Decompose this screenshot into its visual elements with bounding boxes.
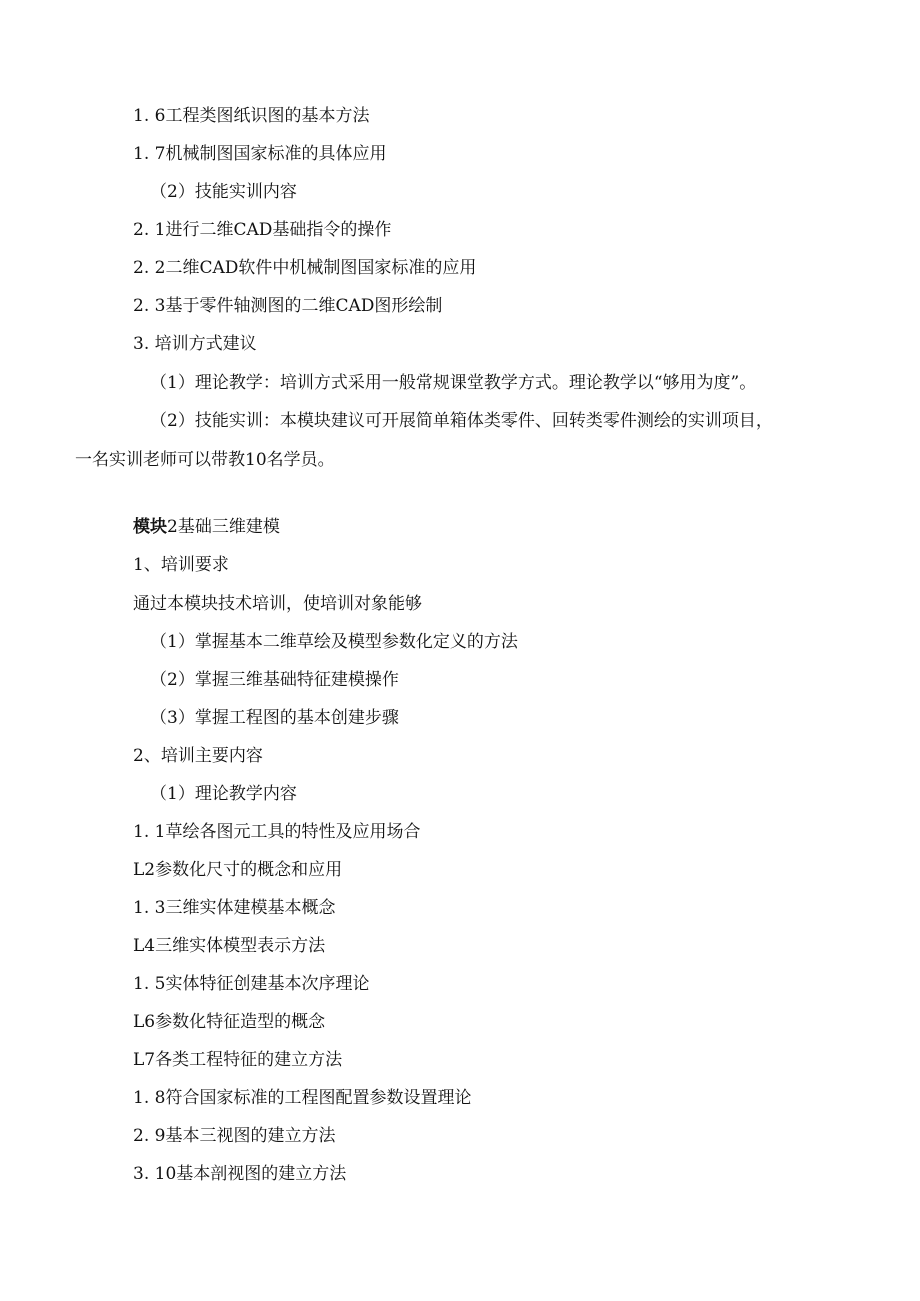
paragraph-line: （2）技能实训：本模块建议可开展简单箱体类零件、回转类零件测绘的实训项目， — [150, 411, 773, 431]
text-line: （3）掌握工程图的基本创建步骤 — [150, 708, 399, 728]
text-line: 3. 10基本剖视图的建立方法 — [133, 1164, 347, 1184]
text-line: 1. 7机械制图国家标准的具体应用 — [133, 144, 387, 164]
section-heading: 2、培训主要内容 — [133, 746, 263, 766]
text-line: 通过本模块技术培训，使培训对象能够 — [133, 594, 422, 614]
text-line: 1. 5实体特征创建基本次序理论 — [133, 974, 370, 994]
text-line: 2. 3基于零件轴测图的二维CAD图形绘制 — [133, 296, 443, 316]
text-line: （1）掌握基本二维草绘及模型参数化定义的方法 — [150, 632, 518, 652]
text-line: 1. 8符合国家标准的工程图配置参数设置理论 — [133, 1088, 472, 1108]
section-heading: 3. 培训方式建议 — [133, 334, 257, 354]
text-line: 2. 9基本三视图的建立方法 — [133, 1126, 336, 1146]
text-line: 1. 3三维实体建模基本概念 — [133, 898, 336, 918]
text-line: 1. 1草绘各图元工具的特性及应用场合 — [133, 822, 421, 842]
text-line: L7各类工程特征的建立方法 — [133, 1050, 343, 1070]
text-line: 2. 1进行二维CAD基础指令的操作 — [133, 220, 392, 240]
text-line: L4三维实体模型表示方法 — [133, 936, 326, 956]
text-line: （1）理论教学内容 — [150, 784, 297, 804]
text-line: （2）技能实训内容 — [150, 182, 297, 202]
paragraph-line: 一名实训老师可以带教10名学员。 — [75, 450, 335, 470]
text-line: （2）掌握三维基础特征建模操作 — [150, 670, 399, 690]
section-heading: 1、培训要求 — [133, 555, 229, 575]
module-title — [133, 516, 280, 538]
module-title-rest: 2基础三维建模 — [167, 517, 280, 537]
text-line: 2. 2二维CAD软件中机械制图国家标准的应用 — [133, 258, 477, 278]
text-line: L2参数化尺寸的概念和应用 — [133, 860, 343, 880]
paragraph-line: （1）理论教学：培训方式采用一般常规课堂教学方式。理论教学以“够用为度”。 — [150, 373, 757, 393]
module-title-bold: 模块 — [133, 517, 167, 537]
text-line: L6参数化特征造型的概念 — [133, 1012, 326, 1032]
text-line: 1. 6工程类图纸识图的基本方法 — [133, 106, 370, 126]
